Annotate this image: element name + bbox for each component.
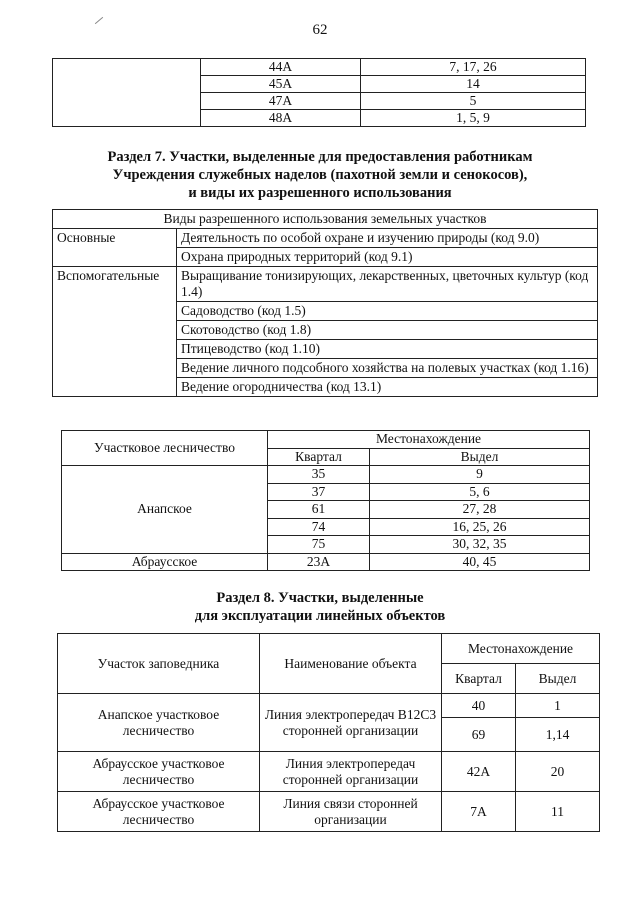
area-cell: Абраусское участковое лесничество xyxy=(58,752,260,792)
area-cell: Абраусское участковое лесничество xyxy=(58,792,260,832)
col-forestry: Участковое лесничество xyxy=(62,431,268,466)
heading-line: Раздел 8. Участки, выделенные xyxy=(216,590,424,606)
kvartal-cell: 23А xyxy=(268,553,370,571)
heading-line: Раздел 7. Участки, выделенные для предоставления работникам xyxy=(107,149,533,165)
table-row xyxy=(62,553,590,571)
location-table xyxy=(61,430,590,571)
vydel-cell: 7, 17, 26 xyxy=(361,59,586,76)
kvartal-cell: 7А xyxy=(442,792,516,832)
object-cell: Линия электропередач В12С3 сторонней организации xyxy=(260,694,442,752)
usage-item: Охрана природных территорий (код 9.1) xyxy=(177,248,598,267)
page-number: 62 xyxy=(312,22,328,38)
table-row xyxy=(53,229,598,248)
kvartal-cell: 44А xyxy=(201,59,361,76)
table-row xyxy=(58,694,600,718)
col-vydel: Выдел xyxy=(370,448,590,466)
table-row xyxy=(53,267,598,302)
usage-item: Птицеводство (код 1.10) xyxy=(177,340,598,359)
vydel-cell: 11 xyxy=(516,792,600,832)
heading-line: и виды их разрешенного использования xyxy=(188,185,452,201)
forestry-cell: Анапское xyxy=(62,466,268,554)
kvartal-cell: 40 xyxy=(442,694,516,718)
vydel-cell: 5 xyxy=(361,93,586,110)
heading-line: для эксплуатации линейных объектов xyxy=(194,608,446,624)
kvartal-cell: 47А xyxy=(201,93,361,110)
col-vydel: Выдел xyxy=(516,664,600,694)
usage-item: Деятельность по особой охране и изучению природы (код 9.0) xyxy=(177,229,598,248)
usage-item: Ведение огородничества (код 13.1) xyxy=(177,378,598,397)
table-row xyxy=(58,792,600,832)
kvartal-cell: 45А xyxy=(201,76,361,93)
usage-item: Выращивание тонизирующих, лекарственных, цветочных культур (код 1.4) xyxy=(177,267,598,302)
col-kvartal: Квартал xyxy=(268,448,370,466)
area-cell: Анапское участковое лесничество xyxy=(58,694,260,752)
kvartal-cell: 74 xyxy=(268,518,370,536)
col-area: Участок заповедника xyxy=(58,634,260,694)
vydel-cell: 14 xyxy=(361,76,586,93)
usage-table xyxy=(52,209,598,397)
table-header-row xyxy=(62,431,590,449)
kvartal-cell: 37 xyxy=(268,483,370,501)
empty-cell xyxy=(53,59,201,127)
forestry-cell: Абраусское xyxy=(62,553,268,571)
col-object: Наименование объекта xyxy=(260,634,442,694)
usage-item: Садоводство (код 1.5) xyxy=(177,302,598,321)
main-label: Основные xyxy=(53,229,177,267)
kvartal-cell: 61 xyxy=(268,501,370,519)
usage-header: Виды разрешенного использования земельных участков xyxy=(53,210,598,229)
vydel-cell: 1 xyxy=(516,694,600,718)
section8-heading xyxy=(40,589,600,625)
object-cell: Линия связи сторонней организации xyxy=(260,792,442,832)
col-kvartal: Квартал xyxy=(442,664,516,694)
continued-table xyxy=(52,58,586,127)
table-row xyxy=(62,466,590,484)
vydel-cell: 16, 25, 26 xyxy=(370,518,590,536)
linear-objects-table xyxy=(57,633,600,832)
kvartal-cell: 75 xyxy=(268,536,370,554)
usage-item: Скотоводство (код 1.8) xyxy=(177,321,598,340)
table-header-row xyxy=(53,210,598,229)
kvartal-cell: 48А xyxy=(201,110,361,127)
kvartal-cell: 35 xyxy=(268,466,370,484)
table-row xyxy=(53,59,586,76)
vydel-cell: 30, 32, 35 xyxy=(370,536,590,554)
vydel-cell: 1,14 xyxy=(516,718,600,752)
vydel-cell: 20 xyxy=(516,752,600,792)
vydel-cell: 9 xyxy=(370,466,590,484)
vydel-cell: 27, 28 xyxy=(370,501,590,519)
vydel-cell: 5, 6 xyxy=(370,483,590,501)
aux-label: Вспомогательные xyxy=(53,267,177,397)
col-location: Местонахождение xyxy=(442,634,600,664)
vydel-cell: 1, 5, 9 xyxy=(361,110,586,127)
object-cell: Линия электропередач сторонней организации xyxy=(260,752,442,792)
kvartal-cell: 69 xyxy=(442,718,516,752)
usage-item: Ведение личного подсобного хозяйства на полевых участках (код 1.16) xyxy=(177,359,598,378)
col-location: Местонахождение xyxy=(268,431,590,449)
kvartal-cell: 42А xyxy=(442,752,516,792)
heading-line: Учреждения служебных наделов (пахотной земли и сенокосов), xyxy=(112,167,528,183)
table-row xyxy=(58,752,600,792)
section7-heading xyxy=(40,148,600,202)
vydel-cell: 40, 45 xyxy=(370,553,590,571)
table-header-row xyxy=(58,634,600,664)
